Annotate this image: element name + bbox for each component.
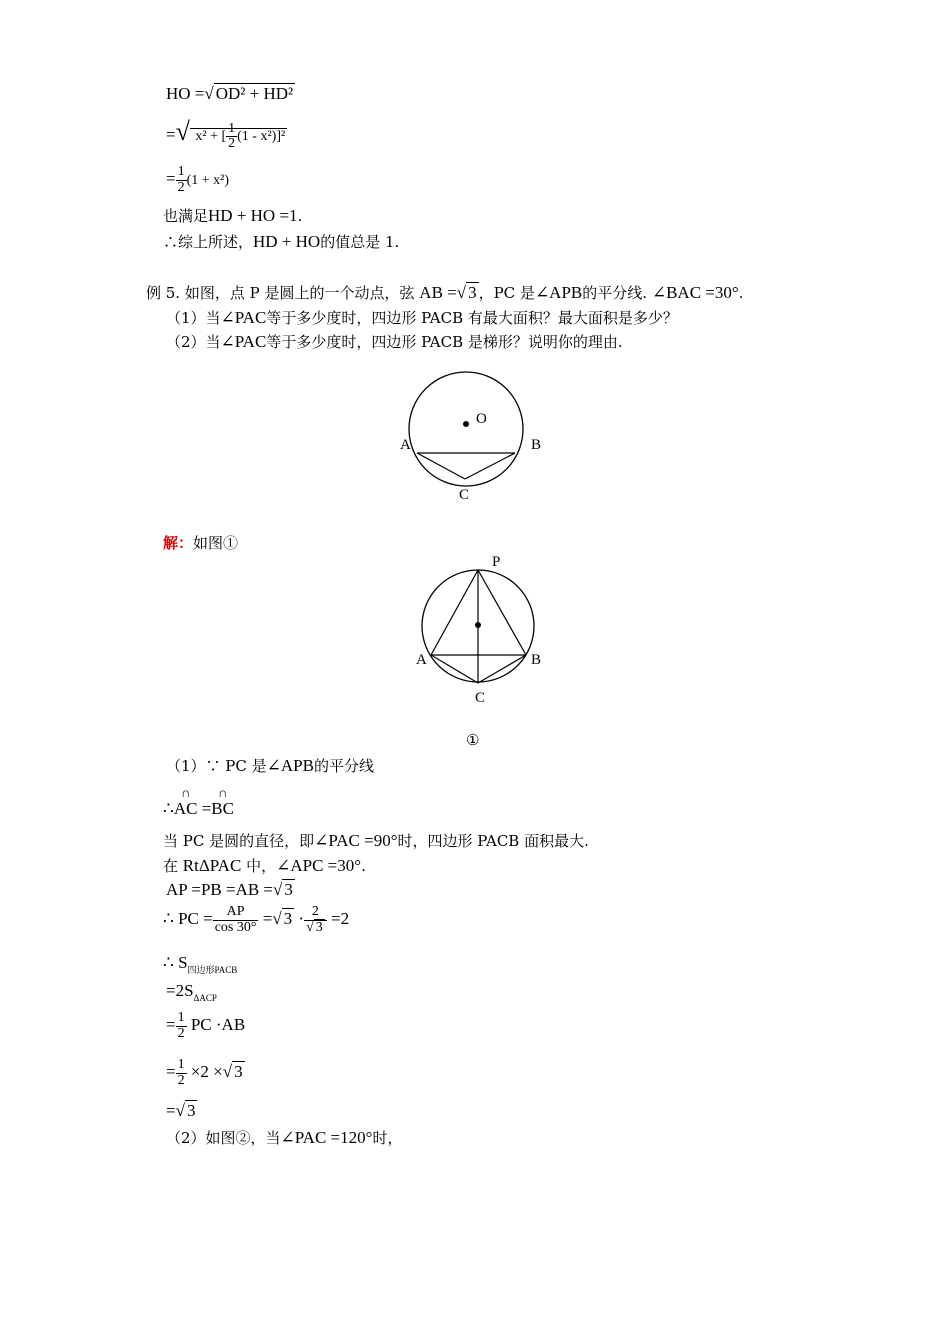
label-b: B <box>531 652 542 668</box>
derivation-conclusion: ∴综上所述，HD + HO的值总是 1. <box>163 232 400 251</box>
part2-line-1: （2）如图②，当∠PAC =120°时， <box>166 1128 403 1147</box>
segment-pb <box>478 570 526 655</box>
derivation-line-1: HO =√ OD² + HD² <box>166 84 294 103</box>
label-b: B <box>531 437 542 453</box>
segment-ac <box>417 453 465 479</box>
part1-result: =√ 3 <box>166 1101 196 1120</box>
figure-caption: ① <box>466 731 480 749</box>
part1-line-6: ∴ PC = $\frac{AP}{\cos 30^\circ}$ =√ 3 · $\frac{2}{√ 3}$ =2 <box>163 904 350 935</box>
part1-arcs-equal: ∴∩ AC =∩ BC <box>163 799 234 819</box>
segment-bc <box>465 453 515 479</box>
label-a: A <box>400 437 411 453</box>
label-c: C <box>475 690 486 706</box>
solution-intro: 解：如图① <box>163 534 239 552</box>
example-5-question-2: （2）当∠PAC等于多少度时，四边形 PACB 是梯形？说明你的理由. <box>166 332 623 351</box>
derivation-line-4: 也满足HD + HO =1. <box>163 206 303 225</box>
figure-circle-kite <box>405 552 555 712</box>
part1-line-9: = $\frac{1}{2}$ PC ·AB <box>166 1010 246 1041</box>
part1-line-8: $=2S_{\Delta ACP}$ <box>166 981 217 1003</box>
part1-line-4: 在 RtΔPAC 中，∠APC =30°. <box>163 856 366 875</box>
segment-ac <box>431 655 478 683</box>
circle-o <box>409 372 523 486</box>
part1-line-1: （1）∵ PC 是∠APB的平分线 <box>166 756 374 775</box>
label-o: O <box>476 411 487 427</box>
part1-line-5: AP =PB =AB =√ 3 <box>166 880 293 899</box>
label-a: A <box>416 652 427 668</box>
figure-circle-chord <box>390 365 560 510</box>
example-5-question-1: （1）当∠PAC等于多少度时，四边形 PACB 有最大面积？最大面积是多少？ <box>166 308 678 327</box>
derivation-line-2: =√ x² + [ $\frac{1}{2}$ (1 - x²)]² <box>166 117 286 152</box>
part1-line-10: = $\frac{1}{2}$ ×2 ×√ 3 <box>166 1057 243 1088</box>
derivation-line-3: = $\frac{1}{2}$ (1 + x²) <box>166 164 230 195</box>
segment-bc <box>478 655 526 683</box>
label-p: P <box>492 554 501 570</box>
example-5-statement: 例 5. 如图，点 P 是圆上的一个动点，弦 AB =√ 3 ，PC 是∠APB的平分线. ∠BAC =30°. <box>146 283 744 302</box>
label-c: C <box>459 487 470 503</box>
part1-line-7: ∴ $S_{四边形PACB}$ <box>163 953 238 975</box>
part1-line-3: 当 PC 是圆的直径，即∠PAC =90°时，四边形 PACB 面积最大. <box>163 831 589 850</box>
center-point-o <box>463 421 469 427</box>
segment-pa <box>431 570 478 655</box>
